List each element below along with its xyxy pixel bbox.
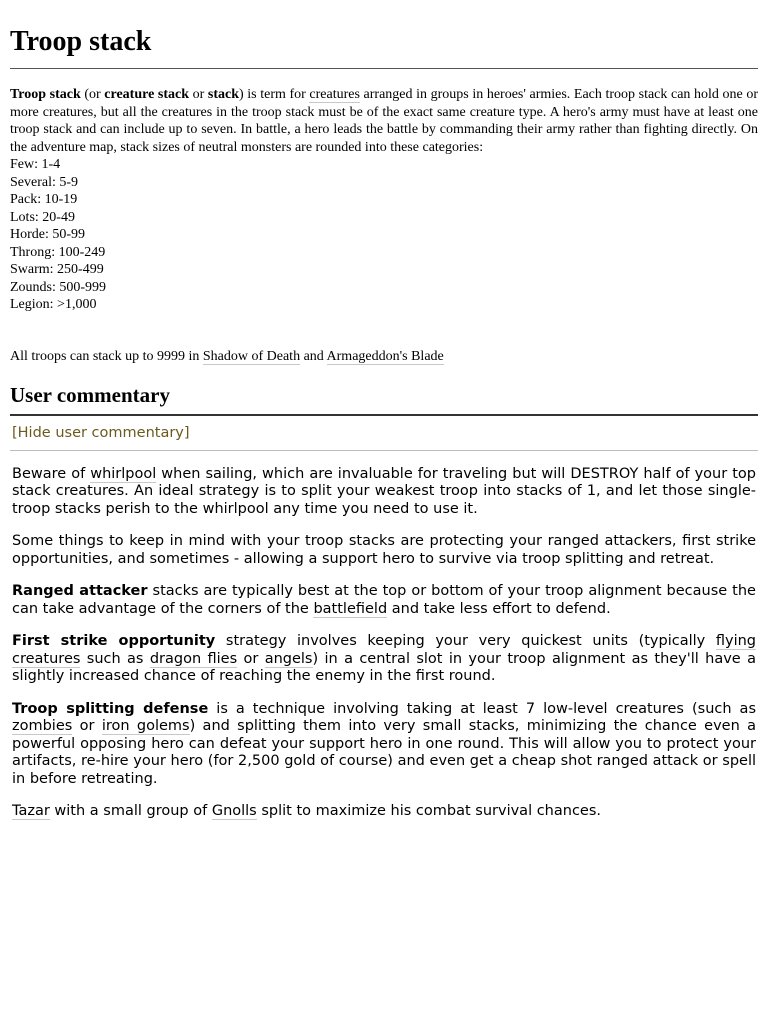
category-item: Lots: 20-49 (10, 209, 75, 225)
troop-splitting-term: Troop splitting defense (12, 700, 209, 717)
zombies-link[interactable]: zombies (12, 718, 73, 734)
text: split to maximize his combat survival chances. (256, 803, 601, 819)
category-item: Swarm: 250-499 (10, 262, 104, 277)
category-item: Horde: 50-99 (10, 227, 86, 242)
category-item: Throng: 100-249 (10, 244, 106, 260)
user-commentary (10, 466, 758, 821)
hide-commentary-toggle[interactable]: [Hide user commentary] (10, 423, 758, 451)
commentary-paragraph-whirlpool (10, 466, 758, 519)
armageddons-blade-link[interactable]: Armageddon's Blade (326, 348, 444, 364)
intro-text-1: (or (80, 87, 105, 102)
text: when sailing, which are invaluable for traveling but will DESTROY half of your top stack creatures. An ideal strategy is to split your weakest troop into stacks of 1, and let those single-troop stacks perish to the whirlpool any time you need to use it. (12, 465, 756, 517)
max-stack-note (10, 348, 758, 365)
category-item: Legion: >1,000 (10, 297, 97, 312)
text: or (237, 650, 265, 667)
first-strike-term: First strike opportunity (12, 633, 216, 649)
commentary-paragraph-overview: Some things to keep in mind with your troop stacks are protecting your ranged attackers, first strike opportunities, and sometimes - allowing a support hero to survive via troop splitting and retreat. (12, 533, 756, 567)
iron-golems-link[interactable]: iron golems (101, 718, 190, 734)
flying-creatures-link[interactable]: flying creatures (12, 633, 757, 667)
max-stack-text-2: and (300, 348, 327, 364)
intro-bold-stack: stack (207, 87, 240, 102)
commentary-paragraph-tazar (10, 803, 758, 821)
text: or (72, 718, 102, 734)
stack-size-categories (10, 156, 758, 314)
category-item: Zounds: 500-999 (10, 279, 107, 295)
intro-paragraph (10, 86, 758, 156)
intro-text-3: ) is term for (239, 87, 310, 102)
dragon-flies-link[interactable]: dragon flies (149, 650, 238, 667)
intro-text-2: or (189, 87, 208, 102)
category-item: Several: 5-9 (10, 174, 79, 190)
text: strategy involves keeping your very quickest units (typically (215, 633, 716, 649)
ranged-attacker-term: Ranged attacker (12, 583, 148, 599)
gnolls-link[interactable]: Gnolls (211, 803, 257, 819)
shadow-of-death-link[interactable]: Shadow of Death (202, 348, 301, 364)
page-title: Troop stack (10, 0, 758, 69)
tazar-link[interactable]: Tazar (12, 803, 50, 819)
whirlpool-link[interactable]: whirlpool (90, 465, 157, 482)
text: is a technique involving taking at least 7 low-level creatures (such as (208, 700, 756, 717)
battlefield-link[interactable]: battlefield (313, 600, 388, 617)
text: and take less effort to defend. (387, 600, 611, 617)
text: ) in a central slot in your troop alignment as they'll have a slightly increased chance of reaching the enemy in the first round. (12, 650, 756, 684)
commentary-paragraph-first-strike (10, 633, 758, 686)
text: such as (80, 650, 150, 667)
text: Beware of (12, 465, 91, 482)
category-item: Few: 1-4 (10, 157, 61, 172)
intro-bold-creature-stack: creature stack (104, 87, 190, 102)
text: with a small group of (49, 803, 212, 819)
category-item: Pack: 10-19 (10, 192, 78, 207)
commentary-paragraph-splitting (10, 701, 758, 789)
intro-bold-troop-stack: Troop stack (10, 87, 81, 102)
commentary-paragraph-ranged (10, 583, 758, 618)
angels-link[interactable]: angels (264, 650, 313, 667)
max-stack-text-1: All troops can stack up to 9999 in (10, 348, 203, 364)
user-commentary-heading: User commentary (10, 383, 758, 416)
text: ) and splitting them into very small stacks, minimizing the chance even a powerful opposing hero can defeat your support hero in one round. This will allow you to protect your artifacts, re-hire your hero (for 2,500 gold of course) and even get a cheap shot ranged attack or spell in before retreating. (12, 718, 756, 787)
creatures-link[interactable]: creatures (309, 87, 360, 102)
intro-text-4: arranged in groups in heroes' armies. Each troop stack can hold one or more creatures, but all the creatures in the troop stack must be of the exact same creature type. A hero's army must have at least one troop stack and can include up to seven. In battle, a hero leads the battle by commanding their army rather than fighting directly. On the adventure map, stack sizes of neutral monsters are rounded into these categories: (10, 87, 759, 155)
text: stacks are typically best at the top or bottom of your troop alignment because the can take advantage of the corners of the (12, 583, 756, 617)
